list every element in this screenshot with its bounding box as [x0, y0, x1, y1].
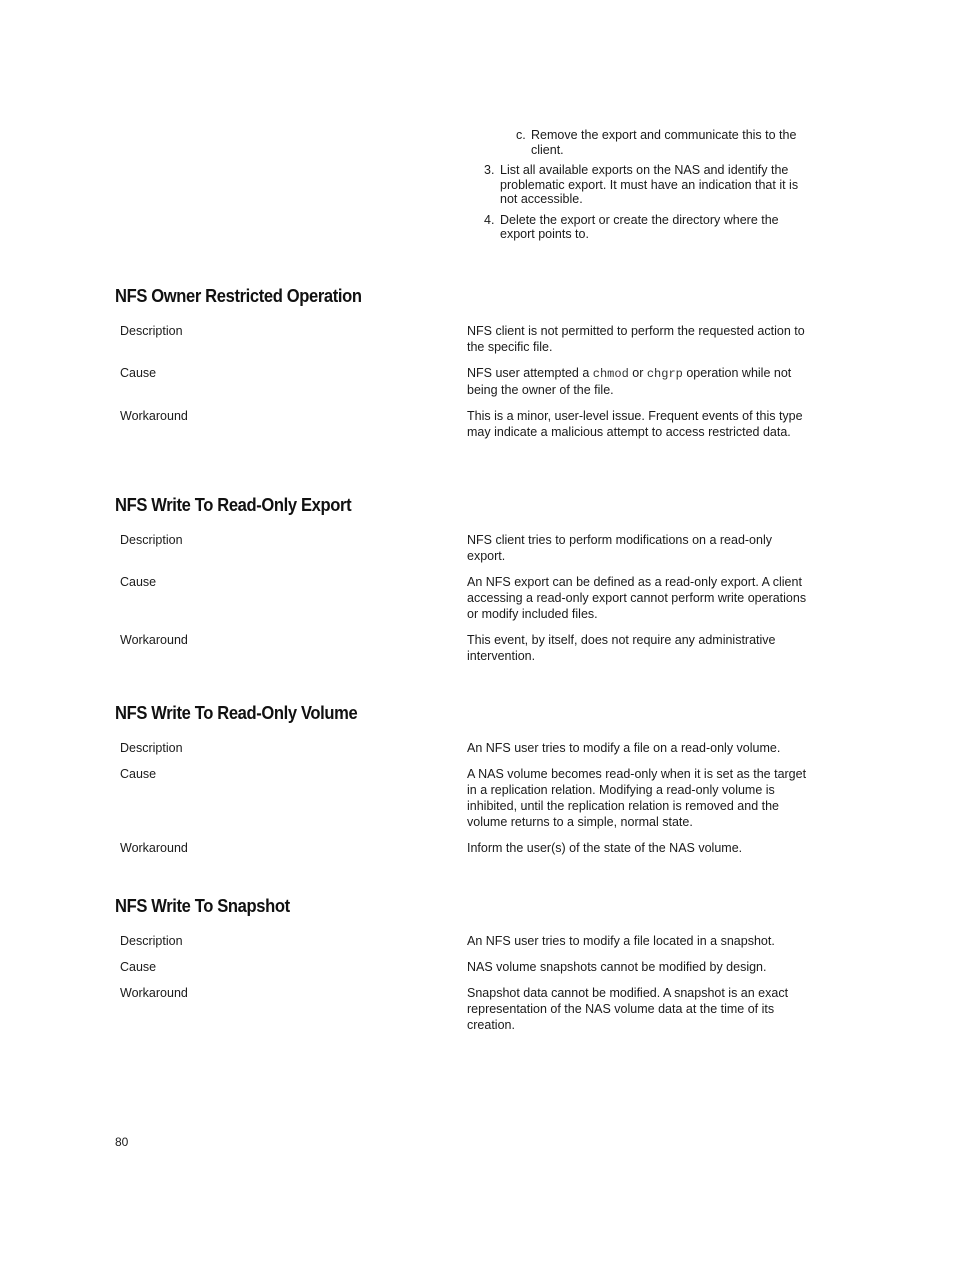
row-label: Cause [120, 366, 157, 380]
section-heading: NFS Write To Read-Only Export [115, 495, 352, 515]
row-label: Workaround [120, 841, 188, 855]
row-value: NFS client tries to perform modifications on a read-only export. [467, 533, 772, 563]
intro-list [480, 128, 810, 248]
cause-text: operation while not being the owner of the file. [467, 366, 792, 397]
row-value: An NFS export can be defined as a read-only export. A client accessing a read-only export cannot perform write operations or modify included files. [467, 575, 807, 621]
command-chmod: chmod [592, 367, 629, 381]
command-chgrp: chgrp [646, 367, 683, 381]
row-value: NAS volume snapshots cannot be modified by design. [467, 960, 767, 974]
section-heading: NFS Owner Restricted Operation [115, 286, 362, 306]
event-table [115, 740, 815, 856]
row-value [467, 365, 812, 398]
row-label: Description [120, 533, 183, 547]
section-nfs-write-to-read-only-export [115, 494, 815, 674]
list-marker: 4. [484, 212, 495, 227]
row-label: Workaround [120, 633, 188, 647]
row-label: Workaround [120, 409, 188, 423]
row-value: This is a minor, user-level issue. Frequent events of this type may indicate a malicious attempt to access restricted data. [467, 409, 803, 439]
row-label: Description [120, 324, 183, 338]
row-label: Cause [120, 575, 157, 589]
row-label: Cause [120, 767, 157, 781]
list-item [480, 163, 810, 207]
section-nfs-write-to-read-only-volume [115, 702, 815, 866]
list-item [480, 128, 810, 157]
row-value: An NFS user tries to modify a file on a read-only volume. [467, 741, 781, 755]
table-row [115, 532, 815, 564]
table-row [115, 766, 815, 830]
row-label: Workaround [120, 986, 188, 1000]
row-value: This event, by itself, does not require any administrative intervention. [467, 633, 776, 663]
list-marker: c. [516, 128, 526, 142]
row-value: NFS client is not permitted to perform the requested action to the specific file. [467, 324, 805, 354]
table-row [115, 933, 815, 949]
row-value: A NAS volume becomes read-only when it is set as the target in a replication relation. Modifying a read-only volume is inhibited, until the replication relation is removed and the volume returns to a simple, normal state. [467, 767, 807, 829]
table-row [115, 574, 815, 622]
list-item-text: Remove the export and communicate this to the client. [531, 128, 797, 157]
list-item-text: List all available exports on the NAS and identify the problematic export. It must have an indication that it is not accessible. [500, 163, 799, 206]
row-value: Snapshot data cannot be modified. A snapshot is an exact representation of the NAS volume data at the time of its creation. [467, 986, 789, 1032]
page-number: 80 [115, 1135, 129, 1149]
event-table [115, 323, 815, 440]
table-row [115, 323, 815, 355]
section-heading: NFS Write To Snapshot [115, 896, 290, 916]
table-row [115, 632, 815, 664]
event-table [115, 532, 815, 664]
table-row [115, 840, 815, 856]
cause-text: or [628, 366, 647, 380]
row-label: Cause [120, 960, 157, 974]
section-heading: NFS Write To Read-Only Volume [115, 703, 358, 723]
table-row [115, 985, 815, 1033]
list-item-text: Delete the export or create the directory where the export points to. [500, 212, 779, 241]
table-row [115, 740, 815, 756]
cause-text: NFS user attempted a [467, 366, 593, 380]
table-row [115, 959, 815, 975]
row-label: Description [120, 741, 183, 755]
table-row [115, 408, 815, 440]
row-value: An NFS user tries to modify a file located in a snapshot. [467, 934, 775, 948]
event-table [115, 933, 815, 1033]
list-marker: 3. [484, 163, 495, 177]
section-nfs-owner-restricted-operation [115, 285, 815, 450]
row-value: Inform the user(s) of the state of the NAS volume. [467, 841, 743, 855]
row-label: Description [120, 934, 183, 948]
section-nfs-write-to-snapshot [115, 895, 815, 1043]
table-row [115, 365, 815, 398]
list-item [480, 213, 810, 242]
